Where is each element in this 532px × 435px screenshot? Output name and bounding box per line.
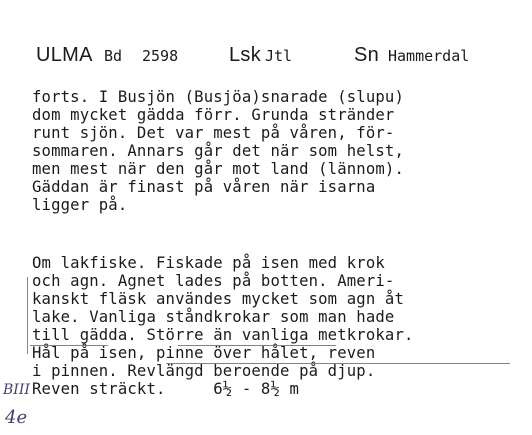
- lsk-value: Jtl: [265, 47, 293, 65]
- margin-mark-line: [27, 277, 28, 354]
- text-line: forts. I Busjön (Busjöa)snarade (slupu): [32, 88, 404, 106]
- text-line: ligger på.: [32, 196, 128, 214]
- sn-label: Sn: [354, 44, 380, 66]
- text-line: Reven sträckt. 6½ - 8½ m: [32, 380, 300, 398]
- text-line: till gädda. Större än vanliga metkrokar.: [32, 326, 414, 344]
- text-line: och agn. Agnet lades på botten. Ameri-: [32, 272, 395, 290]
- text-line: sommaren. Annars går det när som helst,: [32, 142, 404, 160]
- bd-label: Bd: [104, 47, 123, 65]
- sn-value: Hammerdal: [388, 47, 470, 65]
- margin-note-bottom: 4e: [5, 407, 28, 428]
- text-line: dom mycket gädda förr. Grunda stränder: [32, 106, 395, 124]
- underline-lake: [30, 345, 108, 346]
- text-line: Hål på isen, pinne över hålet, reven: [32, 344, 376, 362]
- text-line: Gäddan är finast på våren när isarna: [32, 178, 376, 196]
- bd-number: 2598: [142, 47, 179, 65]
- underline-storre: [166, 363, 510, 364]
- text-line: runt sjön. Det var mest på våren, för-: [32, 124, 395, 142]
- text-line: kanskt fläsk användes mycket som agn åt: [32, 290, 404, 308]
- text-line: men mest när den går mot land (lännom).: [32, 160, 404, 178]
- text-line: Om lakfiske. Fiskade på isen med krok: [32, 254, 385, 272]
- margin-note-top: BIII: [3, 382, 30, 398]
- text-line: lake. Vanliga ståndkrokar som man hade: [32, 308, 395, 326]
- archive-name: ULMA: [36, 44, 93, 66]
- lsk-label: Lsk: [229, 44, 262, 66]
- underline-standkrokar: [178, 345, 336, 346]
- text-line: i pinnen. Revlängd beroende på djup.: [32, 362, 376, 380]
